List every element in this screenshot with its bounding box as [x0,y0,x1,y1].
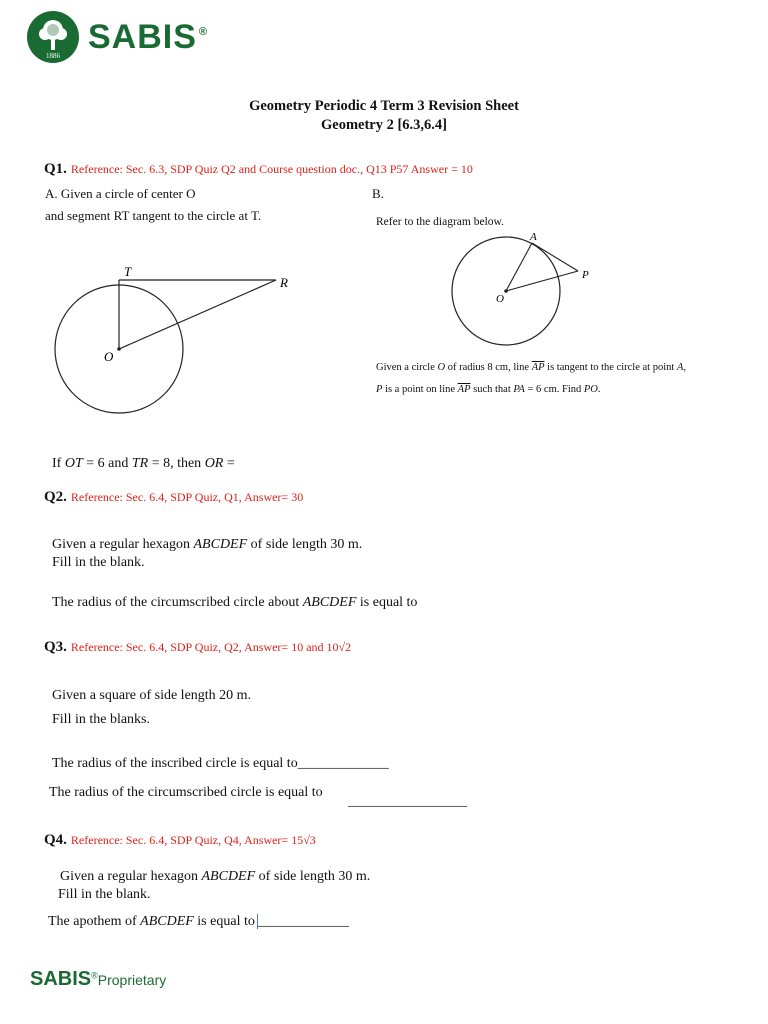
q1-a-question: If OT = 6 and TR = 8, then OR = [52,456,235,471]
diagram-a [40,258,310,418]
q3-line3: The radius of the inscribed circle is equal to_____________ [52,756,389,771]
q1-b-label: B. [372,186,384,201]
segment-or [119,280,276,349]
q1-b-text1: Given a circle O of radius 8 cm, line $\overline{AP}$ is tangent to the circle at point A, [376,362,686,373]
q4-line3: The apothem of ABCDEF is equal to _____________ [48,914,349,929]
point-o-b [504,289,508,293]
label-t: T [124,264,132,279]
sheet-subtitle: Geometry 2 [6.3,6.4] [320,117,448,133]
q4-line2: Fill in the blank. [58,887,151,902]
q2-line1: Given a regular hexagon ABCDEF of side length 30 m. [52,537,363,552]
label-o: O [104,349,114,364]
q3-line2: Fill in the blanks. [52,712,150,727]
q3-blank-circumscribed[interactable]: _________________ [348,794,467,809]
q3-blank-inscribed[interactable]: _____________ [297,756,389,771]
q4-blank[interactable]: _____________ [257,914,349,929]
q4-reference: Reference: Sec. 6.4, SDP Quiz, Q4, Answer= 15√3 [70,833,316,847]
label-r: R [280,275,288,290]
segment-ap [532,243,578,271]
tree-seal-icon [26,10,80,64]
q3-line1: Given a square of side length 20 m. [52,688,252,703]
q1-a-label: A. Given a circle of center O [45,186,196,201]
q2-line2: Fill in the blank. [52,555,145,570]
segment-op [506,271,578,291]
label-o-b: O [496,293,504,305]
segment-oa [506,243,532,291]
q1-b-text2: P is a point on line $\overline{AP}$ such that PA = 6 cm. Find PO. [376,384,601,395]
footer-logo: SABIS®Proprietary [30,968,167,990]
q2-line3: The radius of the circumscribed circle about ABCDEF is equal to [52,595,418,610]
q3-reference: Reference: Sec. 6.4, SDP Quiz, Q2, Answer= 10 and 10√2 [70,640,352,654]
q1-heading: Q1. Reference: Sec. 6.3, SDP Quiz Q2 and Course question doc., Q13 P57 Answer = 10 [44,161,473,177]
q1-reference: Reference: Sec. 6.3, SDP Quiz Q2 and Course question doc., Q13 P57 Answer = 10 [70,162,473,176]
point-o [117,347,121,351]
sabis-logo [26,10,208,64]
q2-reference: Reference: Sec. 6.4, SDP Quiz, Q1, Answer= 30 [70,490,304,504]
label-a: A [530,231,537,243]
q2-heading: Q2. Reference: Sec. 6.4, SDP Quiz, Q1, Answer= 30 [44,489,304,505]
q4-heading: Q4. Reference: Sec. 6.4, SDP Quiz, Q4, Answer= 15√3 [44,832,316,848]
q4-line1: Given a regular hexagon ABCDEF of side length 30 m. [60,869,371,884]
q1-a-line2: and segment RT tangent to the circle at T. [45,208,262,223]
logo-wordmark: SABIS ® [88,17,209,56]
q3-heading: Q3. Reference: Sec. 6.4, SDP Quiz, Q2, Answer= 10 and 10√2 [44,639,352,655]
sheet-title: Geometry Periodic 4 Term 3 Revision Sheet [249,98,519,114]
diagram-b [440,230,620,355]
label-p: P [582,269,589,281]
logo-year: 1886 [46,52,60,60]
q1-b-refer: Refer to the diagram below. [376,216,504,228]
q3-line4: The radius of the circumscribed circle is equal to [49,785,323,800]
